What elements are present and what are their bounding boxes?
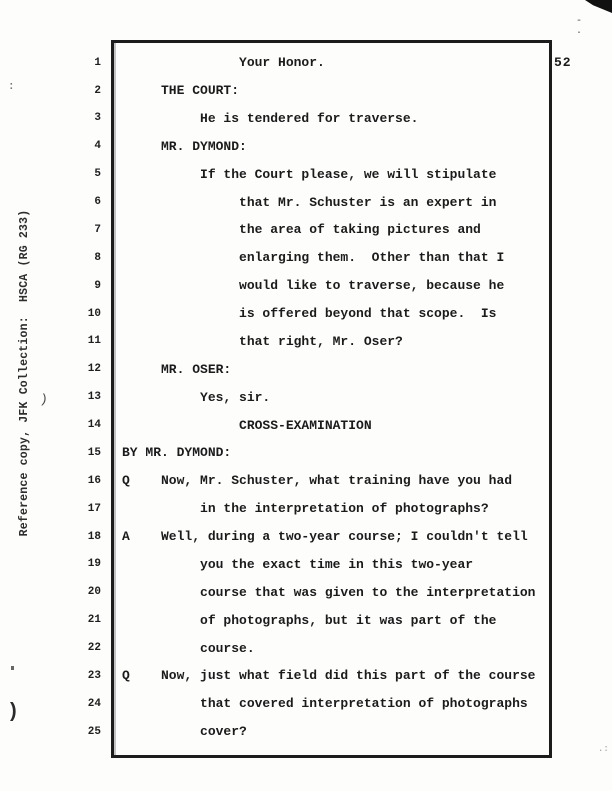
archive-reference-stamp: Reference copy, JFK Collection: HSCA (RG 233) [18,209,31,537]
scan-speck: : [8,81,15,93]
line-number: 23 [87,669,101,682]
line-number: 6 [94,196,101,209]
line-number: 16 [87,474,101,487]
transcript-line: MR. OSER: [122,361,232,377]
transcript-line: Your Honor. [122,55,325,71]
line-number: 2 [94,84,101,97]
scan-speck: - [576,16,583,27]
transcript-line: Yes, sir. [122,389,271,405]
line-number: 25 [87,725,101,738]
scan-speck: . [576,26,583,37]
line-number: 13 [87,391,101,404]
line-number: 4 [94,140,101,153]
line-number: 18 [87,530,101,543]
line-number: 8 [94,251,101,264]
line-number: 19 [87,558,101,571]
line-number: 14 [87,419,101,432]
transcript-line: you the exact time in this two-year [122,556,474,572]
line-number: 24 [87,697,101,710]
line-number: 17 [87,502,101,515]
transcript-line: MR. DYMOND: [122,138,247,154]
scan-artifact-corner-fold [585,0,612,13]
transcript-line: CROSS-EXAMINATION [122,417,372,433]
transcript-line: of photographs, but it was part of the [122,612,497,628]
scan-speck: ) [38,391,49,408]
transcript-line: that Mr. Schuster is an expert in [122,194,497,210]
transcript-line: BY MR. DYMOND: [122,445,232,461]
page-number: 52 [554,55,572,70]
transcript-line: is offered beyond that scope. Is [122,306,497,322]
transcript-line: If the Court please, we will stipulate [122,166,497,182]
line-number: 21 [87,614,101,627]
transcript-line: course that was given to the interpretation [122,584,536,600]
margin-paren-mark: ) [7,701,20,724]
line-number: 22 [87,642,101,655]
line-number: 12 [87,363,101,376]
transcript-line: Q Now, just what field did this part of the course [122,668,536,684]
transcript-line: A Well, during a two-year course; I couldn't tell [122,529,528,545]
transcript-line: enlarging them. Other than that I [122,250,505,266]
line-number: 5 [94,168,101,181]
transcript-line: course. [122,640,255,656]
line-number: 9 [94,279,101,292]
transcript-line: THE COURT: [122,83,240,99]
line-number: 7 [94,223,101,236]
transcript-line: that covered interpretation of photographs [122,696,528,712]
transcript-line: would like to traverse, because he [122,278,505,294]
transcript-line: the area of taking pictures and [122,222,481,238]
line-number: 20 [87,586,101,599]
line-number: 15 [87,446,101,459]
line-number: 3 [94,112,101,125]
transcript-line: in the interpretation of photographs? [122,501,489,517]
line-number: 11 [87,335,101,348]
transcript-line: Q Now, Mr. Schuster, what training have you had [122,473,513,489]
line-number: 1 [94,56,101,69]
transcript-line: that right, Mr. Oser? [122,333,403,349]
line-number: 10 [87,307,101,320]
scan-speck: .: [598,744,609,754]
transcript-line: cover? [122,724,247,740]
scan-speck [11,666,14,670]
transcript-line: He is tendered for traverse. [122,110,419,126]
